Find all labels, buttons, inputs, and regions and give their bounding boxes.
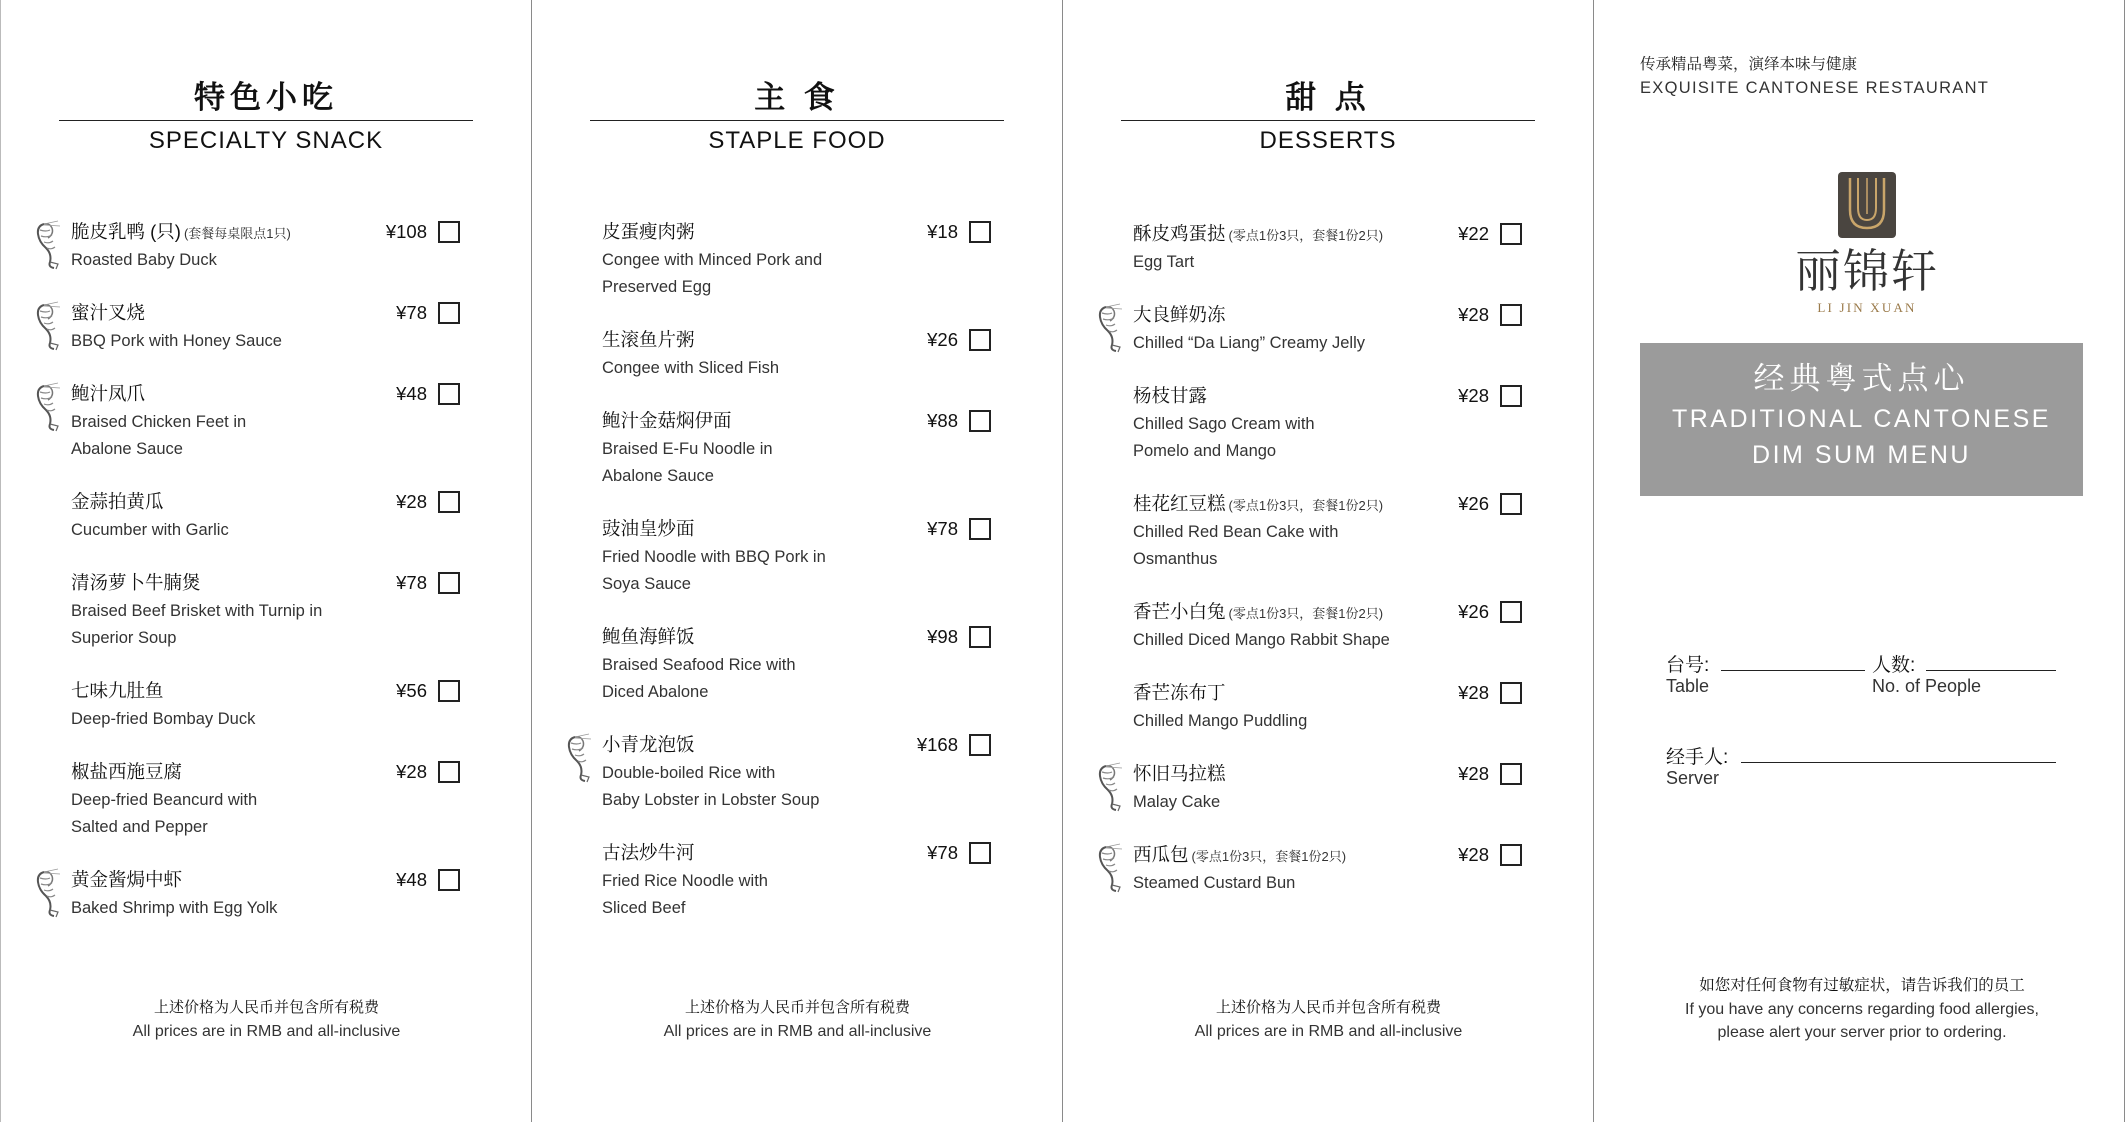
people-count-field[interactable] <box>1926 670 2056 671</box>
dish-name-en-line: Fried Rice Noodle with <box>602 872 768 890</box>
dish-name-en-line: Deep-fried Bombay Duck <box>71 710 256 728</box>
dish-price: ¥18 <box>927 221 958 242</box>
dish-name-cn: 豉油皇炒面 <box>602 518 695 539</box>
dish-price: ¥78 <box>927 842 958 863</box>
price-note <box>1 996 532 1044</box>
price-note <box>1063 996 1594 1044</box>
price-note-en: All prices are in RMB and all-inclusive <box>663 1023 932 1040</box>
dish-name-cn: 脆皮乳鸭 (只) (套餐每桌限点1只) <box>71 221 291 242</box>
banner-title-en-line2: DIM SUM MENU <box>1752 441 1971 469</box>
dish-name-en <box>71 787 257 841</box>
dish-name-en-line: Fried Noodle with BBQ Pork in <box>602 548 826 566</box>
dish-name-en-line: Salted and Pepper <box>71 818 208 836</box>
dish-name-cn: 生滚鱼片粥 <box>602 329 695 350</box>
dish-name-en <box>71 706 255 733</box>
dish-name-en-line: Malay Cake <box>1133 793 1221 811</box>
section-header <box>1121 78 1535 156</box>
logo-name-cn: 丽锦轩 <box>1795 244 1939 298</box>
price-note-cn: 上述价格为人民币并包含所有税费 <box>684 999 910 1016</box>
dish-name-en <box>71 598 322 652</box>
dish-name-en-line: Diced Abalone <box>602 683 709 701</box>
dish-price: ¥28 <box>1458 304 1489 325</box>
dish-name-cn: 清汤萝卜牛腩煲 <box>71 572 201 593</box>
price-note-cn: 上述价格为人民币并包含所有税费 <box>153 999 379 1016</box>
dish-name-cn: 桂花红豆糕 (零点1份3只，套餐1份2只) <box>1133 493 1384 514</box>
dish-price: ¥28 <box>396 761 427 782</box>
dish-name-en-line: Soya Sauce <box>602 575 691 593</box>
signature-dish-icon <box>34 220 66 270</box>
signature-dish-icon <box>34 868 66 918</box>
allergy-notice-en-line1: If you have any concerns regarding food allergies, <box>1685 1001 2039 1018</box>
section-title-cn: 主 食 <box>754 80 840 115</box>
signature-dish-icon <box>1096 762 1128 812</box>
dish-name-en-line: Chilled Red Bean Cake with <box>1133 523 1339 541</box>
section-title-en: SPECIALTY SNACK <box>148 127 384 154</box>
dish-price: ¥88 <box>927 410 958 431</box>
order-checkbox[interactable] <box>438 221 460 243</box>
order-checkbox[interactable] <box>1500 682 1522 704</box>
order-checkbox[interactable] <box>969 329 991 351</box>
order-checkbox[interactable] <box>969 734 991 756</box>
server-label-cn: 经手人: <box>1666 747 1729 768</box>
signature-dish-icon <box>34 382 66 432</box>
people-label-cn: 人数: <box>1872 655 1916 676</box>
section-header <box>590 78 1004 156</box>
dish-name-cn: 皮蛋瘦肉粥 <box>602 221 695 242</box>
dish-price: ¥108 <box>385 221 427 242</box>
signature-dish-icon <box>565 733 597 783</box>
dish-name-cn: 酥皮鸡蛋挞 (零点1份3只，套餐1份2只) <box>1133 223 1384 244</box>
dish-name-cn: 鲍汁凤爪 <box>71 383 146 404</box>
dish-name-en-line: Congee with Minced Pork and <box>602 251 823 269</box>
dish-price: ¥56 <box>396 680 427 701</box>
server-label-en: Server <box>1666 768 1720 788</box>
table-number-field[interactable] <box>1721 670 1865 671</box>
dish-note: (零点1份3只，套餐1份2只) <box>1228 606 1384 621</box>
table-label-en: Table <box>1666 676 1710 696</box>
dish-name-en <box>602 868 768 922</box>
dish-name-en <box>1133 789 1220 816</box>
order-checkbox[interactable] <box>969 518 991 540</box>
dish-name-en <box>1133 411 1315 465</box>
order-checkbox[interactable] <box>438 302 460 324</box>
dish-name-en-line: Preserved Egg <box>602 278 712 296</box>
dish-name-en-line: Superior Soup <box>71 629 177 647</box>
dish-name-en <box>1133 870 1295 897</box>
price-note-cn: 上述价格为人民币并包含所有税费 <box>1215 999 1441 1016</box>
order-checkbox[interactable] <box>1500 223 1522 245</box>
dish-name-cn: 大良鲜奶冻 <box>1133 304 1226 325</box>
dish-name-en-line: Congee with Sliced Fish <box>602 359 780 377</box>
section-title-en: STAPLE FOOD <box>708 127 886 154</box>
order-checkbox[interactable] <box>438 572 460 594</box>
dish-name-cn: 黄金酱焗中虾 <box>71 869 183 890</box>
dish-price: ¥28 <box>1458 763 1489 784</box>
dish-name-en-line: BBQ Pork with Honey Sauce <box>71 332 282 350</box>
dish-price: ¥78 <box>396 572 427 593</box>
panel-desserts <box>1063 0 1594 1122</box>
dish-name-en <box>602 544 826 598</box>
dish-price: ¥28 <box>1458 385 1489 406</box>
dish-name-cn: 香芒小白兔 (零点1份3只，套餐1份2只) <box>1133 601 1384 622</box>
order-checkbox[interactable] <box>1500 844 1522 866</box>
dish-price: ¥78 <box>927 518 958 539</box>
dish-price: ¥168 <box>916 734 958 755</box>
dish-name-en-line: Braised Chicken Feet in <box>71 413 247 431</box>
order-checkbox[interactable] <box>1500 304 1522 326</box>
panel-specialty-snack <box>1 0 532 1122</box>
dish-name-en <box>1133 519 1338 573</box>
dish-name-cn: 杨枝甘露 <box>1133 385 1208 406</box>
order-checkbox[interactable] <box>1500 493 1522 515</box>
dish-name-en-line: Roasted Baby Duck <box>71 251 217 269</box>
signature-dish-icon <box>1096 303 1128 353</box>
dish-name-cn: 金蒜拍黄瓜 <box>71 491 164 512</box>
dish-name-en <box>1133 249 1194 276</box>
section-title-cn: 甜 点 <box>1285 80 1371 115</box>
dish-name-cn: 鲍汁金菇焖伊面 <box>602 410 732 431</box>
order-checkbox[interactable] <box>1500 385 1522 407</box>
signature-dish-icon <box>34 301 66 351</box>
dish-name-en-line: Chilled Sago Cream with <box>1133 415 1315 433</box>
dish-price: ¥26 <box>1458 601 1489 622</box>
dish-price: ¥28 <box>1458 844 1489 865</box>
dish-name-en <box>602 652 796 706</box>
dish-price: ¥26 <box>927 329 958 350</box>
dish-note: (零点1份3只，套餐1份2只) <box>1228 228 1384 243</box>
banner-title-cn: 经典粤式点心 <box>1753 361 1970 396</box>
dish-name-en-line: Osmanthus <box>1133 550 1218 568</box>
dish-name-en <box>1133 330 1365 357</box>
price-note-en: All prices are in RMB and all-inclusive <box>132 1023 401 1040</box>
allergy-notice <box>1597 974 2126 1044</box>
dish-name-cn: 鲍鱼海鲜饭 <box>602 626 695 647</box>
dish-name-en-line: Deep-fried Beancurd with <box>71 791 258 809</box>
dish-name-en-line: Egg Tart <box>1133 253 1195 271</box>
dish-name-en <box>71 409 246 463</box>
dish-name-cn: 小青龙泡饭 <box>602 734 695 755</box>
dish-price: ¥22 <box>1458 223 1489 244</box>
dish-price: ¥48 <box>396 383 427 404</box>
dish-price: ¥28 <box>396 491 427 512</box>
logo-icon <box>1836 170 1898 240</box>
dish-name-en-line: Baby Lobster in Lobster Soup <box>602 791 820 809</box>
dish-name-en-line: Chilled Diced Mango Rabbit Shape <box>1133 631 1390 649</box>
order-checkbox[interactable] <box>438 761 460 783</box>
slogan-cn: 传承精品粤菜，演绎本味与健康 <box>1640 56 1858 73</box>
dish-price: ¥78 <box>396 302 427 323</box>
dish-note: (套餐每桌限点1只) <box>183 226 291 241</box>
order-checkbox[interactable] <box>1500 763 1522 785</box>
signature-dish-icon <box>1096 843 1128 893</box>
dish-name-en-line: Baked Shrimp with Egg Yolk <box>71 899 278 917</box>
dish-price: ¥98 <box>927 626 958 647</box>
dish-name-en-line: Abalone Sauce <box>71 440 183 458</box>
people-label-en: No. of People <box>1872 676 1982 696</box>
panel-staple-food <box>532 0 1063 1122</box>
section-header <box>59 78 473 156</box>
header-rule <box>1121 120 1535 121</box>
allergy-notice-cn: 如您对任何食物有过敏症状，请告诉我们的员工 <box>1699 977 2025 994</box>
dish-note: (零点1份3只，套餐1份2只) <box>1228 498 1384 513</box>
section-title-cn: 特色小吃 <box>194 80 338 115</box>
dish-name-cn: 香芒冻布丁 <box>1133 682 1226 703</box>
order-checkbox[interactable] <box>438 491 460 513</box>
slogan-en: EXQUISITE CANTONESE RESTAURANT <box>1640 79 1990 97</box>
panel-cover <box>1594 0 2125 1122</box>
order-checkbox[interactable] <box>438 383 460 405</box>
dish-name-en-line: Chilled Mango Puddling <box>1133 712 1308 730</box>
dish-name-cn: 蜜汁叉烧 <box>71 302 146 323</box>
banner-title-en-line1: TRADITIONAL CANTONESE <box>1672 405 2051 433</box>
header-rule <box>59 120 473 121</box>
dish-name-en <box>71 517 229 544</box>
order-checkbox[interactable] <box>438 680 460 702</box>
dish-name-en <box>602 247 822 301</box>
logo-name-en: LI JIN XUAN <box>1817 300 1917 315</box>
dish-name-en <box>602 760 819 814</box>
dish-price: ¥48 <box>396 869 427 890</box>
dish-name-en-line: Steamed Custard Bun <box>1133 874 1296 892</box>
dish-name-cn: 古法炒牛河 <box>602 842 695 863</box>
dish-price: ¥28 <box>1458 682 1489 703</box>
server-name-field[interactable] <box>1741 762 2056 763</box>
order-checkbox[interactable] <box>438 869 460 891</box>
dish-name-en <box>1133 708 1307 735</box>
dish-name-cn: 怀旧马拉糕 <box>1133 763 1226 784</box>
dish-name-cn: 七味九肚鱼 <box>71 680 164 701</box>
menu-title-banner <box>1640 343 2083 496</box>
dish-name-en-line: Sliced Beef <box>602 899 686 917</box>
dish-name-cn: 椒盐西施豆腐 <box>71 761 183 782</box>
dish-name-en-line: Braised Beef Brisket with Turnip in <box>71 602 323 620</box>
dish-name-en <box>1133 627 1390 654</box>
order-checkbox[interactable] <box>1500 601 1522 623</box>
allergy-notice-en-line2: please alert your server prior to ordering. <box>1717 1024 2007 1041</box>
dish-name-en-line: Abalone Sauce <box>602 467 714 485</box>
dish-name-en <box>602 436 773 490</box>
dish-name-en <box>71 328 282 355</box>
dish-name-en <box>602 355 779 382</box>
order-checkbox[interactable] <box>969 842 991 864</box>
price-note-en: All prices are in RMB and all-inclusive <box>1194 1023 1463 1040</box>
header-rule <box>590 120 1004 121</box>
order-checkbox[interactable] <box>969 410 991 432</box>
dish-name-en-line: Cucumber with Garlic <box>71 521 229 539</box>
section-title-en: DESSERTS <box>1259 127 1397 154</box>
dish-name-en-line: Braised E-Fu Noodle in <box>602 440 773 458</box>
dish-name-en-line: Braised Seafood Rice with <box>602 656 796 674</box>
table-label-cn: 台号: <box>1666 655 1710 676</box>
order-checkbox[interactable] <box>969 626 991 648</box>
dish-name-en-line: Chilled “Da Liang” Creamy Jelly <box>1133 334 1365 352</box>
dish-name-en <box>71 895 277 922</box>
order-checkbox[interactable] <box>969 221 991 243</box>
dish-note: (零点1份3只，套餐1份2只) <box>1191 849 1347 864</box>
price-note <box>532 996 1063 1044</box>
dish-name-cn: 西瓜包 (零点1份3只，套餐1份2只) <box>1133 844 1347 865</box>
dish-name-en-line: Double-boiled Rice with <box>602 764 776 782</box>
dish-name-en-line: Pomelo and Mango <box>1133 442 1277 460</box>
dish-name-en <box>71 247 217 274</box>
dish-price: ¥26 <box>1458 493 1489 514</box>
